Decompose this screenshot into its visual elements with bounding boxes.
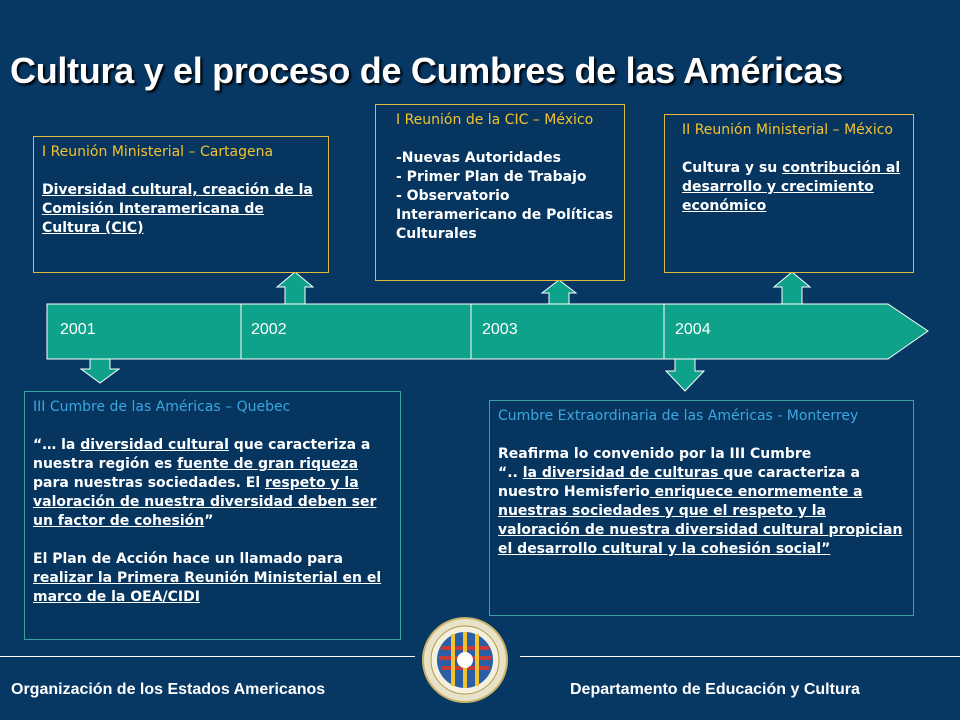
footer-divider-left xyxy=(0,656,415,657)
event-heading: II Reunión Ministerial – México xyxy=(682,122,893,138)
event-item: - Observatorio Interamericano de Políticas Culturales xyxy=(396,188,614,242)
down-arrow-icon xyxy=(81,359,119,383)
event-body: Diversidad cultural, creación de la Comisión Interamericana de Cultura (CIC) xyxy=(42,182,313,236)
page-title: Cultura y el proceso de Cumbres de las Américas xyxy=(10,50,843,91)
down-arrow-icon xyxy=(666,359,704,391)
event-box-quebec xyxy=(24,391,401,640)
event-box-cic-mexico xyxy=(375,104,625,281)
event-heading: III Cumbre de las Américas – Quebec xyxy=(33,399,291,415)
footer-organization: Organización de los Estados Americanos xyxy=(11,681,326,698)
timeline-year-2002: 2002 xyxy=(251,321,287,338)
timeline-year-2001: 2001 xyxy=(60,321,96,338)
event-heading: I Reunión de la CIC – México xyxy=(396,112,594,128)
event-item: -Nuevas Autoridades xyxy=(396,150,561,166)
up-arrow-icon xyxy=(277,272,313,304)
footer-divider-right xyxy=(520,656,960,657)
event-box-monterrey xyxy=(489,400,914,616)
timeline-year-2004: 2004 xyxy=(675,321,711,338)
event-body: Reafirma lo convenido por la III Cumbre xyxy=(498,446,812,462)
event-quote: “… la diversidad cultural que caracteriza a nuestra región es fuente de gran riqueza para nuestras sociedades. El respeto y la valoración de nuestra diversidad deben ser un factor de cohesión” xyxy=(33,437,377,529)
oas-seal-logo xyxy=(421,616,509,704)
event-quote: “.. la diversidad de culturas que caracteriza a nuestro Hemisferio enriquece enormemente a nuestras sociedades y que el respeto y la valoración de nuestra diversidad cultural propician el desarrollo cultural y la cohesión social” xyxy=(498,465,903,557)
footer-department: Departamento de Educación y Cultura xyxy=(570,681,860,698)
timeline-year-2003: 2003 xyxy=(482,321,518,338)
up-arrow-icon xyxy=(774,272,810,304)
event-item: - Primer Plan de Trabajo xyxy=(396,169,587,185)
event-heading: I Reunión Ministerial – Cartagena xyxy=(42,144,274,160)
event-heading: Cumbre Extraordinaria de las Américas - Monterrey xyxy=(498,408,859,424)
up-arrow-icon xyxy=(542,280,576,304)
event-body: Cultura y su contribución al desarrollo y crecimiento económico xyxy=(682,160,901,214)
event-box-ministerial-mexico xyxy=(664,114,914,273)
event-body: El Plan de Acción hace un llamado para realizar la Primera Reunión Ministerial en el marco de la OEA/CIDI xyxy=(33,551,382,605)
event-box-cartagena xyxy=(33,136,329,273)
